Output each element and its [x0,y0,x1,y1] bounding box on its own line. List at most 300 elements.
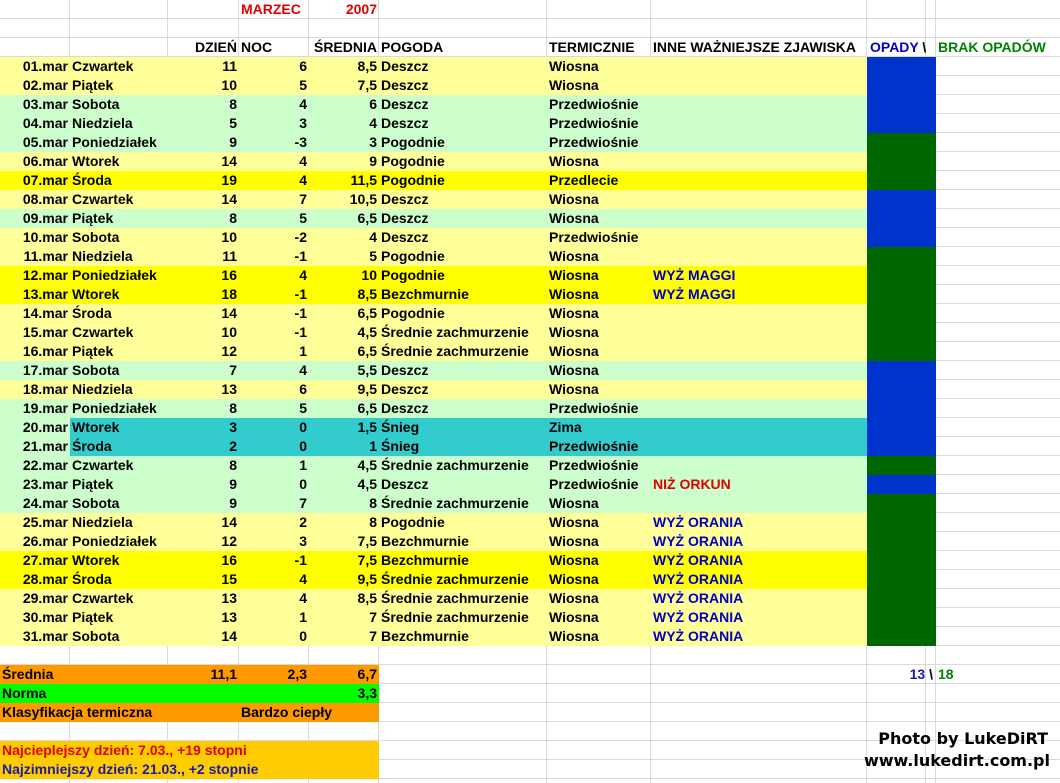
precip-cell-dry[interactable] [867,285,936,304]
row-pogoda[interactable]: Deszcz [381,96,429,112]
row-event[interactable] [651,190,867,209]
row-pogoda[interactable]: Średnie zachmurzenie [381,495,529,511]
row-dzien[interactable]: 14 [221,514,237,530]
row-pogoda[interactable]: Bezchmurnie [381,286,469,302]
row-date[interactable]: 25.mar [22,514,68,530]
row-pogoda[interactable]: Średnie zachmurzenie [381,590,529,606]
row-dzien[interactable]: 9 [229,495,237,511]
precip-cell-dry[interactable] [867,589,936,608]
row-termicznie[interactable]: Przedwiośnie [549,457,639,473]
row-srednia[interactable]: 9 [369,153,377,169]
row-noc[interactable]: 4 [299,172,307,188]
row-date[interactable]: 24.mar [22,495,68,511]
row-srednia[interactable]: 7 [369,609,377,625]
row-day[interactable]: Sobota [72,628,120,644]
col-header-zjawiska[interactable]: INNE WAŻNIEJSZE ZJAWISKA [653,39,857,55]
row-pogoda[interactable]: Średnie zachmurzenie [381,571,529,587]
row-date[interactable]: 02.mar [22,77,68,93]
norma-label[interactable]: Norma [2,685,47,701]
row-day[interactable]: Wtorek [72,552,120,568]
row-event[interactable]: WYŻ ORANIA [653,609,744,625]
precip-cell-rain[interactable] [867,418,936,437]
precip-cell-rain[interactable] [867,57,936,76]
row-day[interactable]: Czwartek [72,590,134,606]
row-noc[interactable]: 4 [299,571,307,587]
precip-cell-dry[interactable] [867,304,936,323]
row-pogoda[interactable]: Deszcz [381,191,429,207]
row-srednia[interactable]: 4,5 [357,476,377,492]
col-header-opady[interactable] [867,38,936,57]
norma-value[interactable]: 3,3 [357,685,377,701]
row-day[interactable]: Czwartek [72,58,134,74]
row-srednia[interactable]: 6,5 [357,210,377,226]
row-date[interactable]: 13.mar [22,286,68,302]
row-date[interactable]: 09.mar [22,210,68,226]
row-dzien[interactable]: 14 [221,191,237,207]
row-event[interactable]: WYŻ ORANIA [653,514,744,530]
row-noc[interactable]: 3 [299,533,307,549]
row-day[interactable]: Poniedziałek [72,134,157,150]
row-date[interactable]: 17.mar [22,362,68,378]
row-srednia[interactable]: 3 [369,134,377,150]
row-event[interactable] [651,456,867,475]
summary-brak-count[interactable]: 18 [938,666,954,682]
row-srednia[interactable]: 1,5 [357,419,377,435]
row-srednia[interactable]: 8 [369,514,377,530]
row-event[interactable] [651,133,867,152]
row-noc[interactable]: -1 [294,248,307,264]
precip-cell-dry[interactable] [867,513,936,532]
row-day[interactable]: Wtorek [72,153,120,169]
row-termicznie[interactable]: Zima [549,419,582,435]
row-pogoda[interactable]: Pogodnie [381,172,445,188]
col-header-termicznie[interactable]: TERMICZNIE [549,39,635,55]
row-date[interactable]: 27.mar [22,552,68,568]
row-pogoda[interactable]: Deszcz [381,210,429,226]
row-day[interactable]: Piątek [72,77,114,93]
row-termicznie[interactable]: Przedwiośnie [549,476,639,492]
row-pogoda[interactable]: Pogodnie [381,514,445,530]
precip-cell-dry[interactable] [867,627,936,646]
row-pogoda[interactable]: Deszcz [381,381,429,397]
row-date[interactable]: 19.mar [22,400,68,416]
row-day[interactable]: Czwartek [72,324,134,340]
precip-cell-dry[interactable] [867,266,936,285]
precip-cell-rain[interactable] [867,114,936,133]
row-termicznie[interactable]: Wiosna [549,210,599,226]
summary-avg-noc[interactable]: 2,3 [287,666,307,682]
row-srednia[interactable]: 1 [369,438,377,454]
row-noc[interactable]: 6 [299,381,307,397]
row-day[interactable]: Wtorek [72,286,120,302]
row-pogoda[interactable]: Śnieg [381,438,420,454]
row-srednia[interactable]: 6 [369,96,377,112]
row-event[interactable] [651,304,867,323]
row-srednia[interactable]: 8,5 [357,590,377,606]
precip-cell-dry[interactable] [867,323,936,342]
row-date[interactable]: 29.mar [22,590,68,606]
row-termicznie[interactable]: Przedwiośnie [549,400,639,416]
row-noc[interactable]: 7 [299,191,307,207]
row-noc[interactable]: -1 [294,552,307,568]
row-noc[interactable]: 4 [299,153,307,169]
row-date[interactable]: 16.mar [22,343,68,359]
row-event[interactable] [651,361,867,380]
row-day[interactable]: Piątek [72,609,114,625]
row-date[interactable]: 07.mar [22,172,68,188]
row-termicznie[interactable]: Wiosna [549,267,599,283]
row-date[interactable]: 23.mar [22,476,68,492]
precip-cell-dry[interactable] [867,608,936,627]
row-srednia[interactable]: 5,5 [357,362,377,378]
row-pogoda[interactable]: Średnie zachmurzenie [381,343,529,359]
row-termicznie[interactable]: Przedwiośnie [549,96,639,112]
row-event[interactable] [651,228,867,247]
row-event[interactable]: WYŻ ORANIA [653,552,744,568]
row-noc[interactable]: 0 [299,628,307,644]
month-title[interactable]: MARZEC [241,1,301,17]
precip-cell-dry[interactable] [867,494,936,513]
row-termicznie[interactable]: Wiosna [549,362,599,378]
row-date[interactable]: 22.mar [22,457,68,473]
row-date[interactable]: 21.mar [22,438,68,454]
row-noc[interactable]: -1 [294,305,307,321]
row-date[interactable]: 28.mar [22,571,68,587]
row-termicznie[interactable]: Wiosna [549,343,599,359]
row-pogoda[interactable]: Deszcz [381,229,429,245]
row-dzien[interactable]: 8 [229,400,237,416]
row-srednia[interactable]: 8 [369,495,377,511]
precip-cell-dry[interactable] [867,570,936,589]
precip-cell-dry[interactable] [867,342,936,361]
row-day[interactable]: Poniedziałek [72,267,157,283]
row-dzien[interactable]: 3 [229,419,237,435]
row-termicznie[interactable]: Wiosna [549,628,599,644]
row-dzien[interactable]: 14 [221,628,237,644]
row-dzien[interactable]: 18 [221,286,237,302]
row-noc[interactable]: 4 [299,590,307,606]
row-dzien[interactable]: 12 [221,343,237,359]
row-pogoda[interactable]: Bezchmurnie [381,628,469,644]
row-event[interactable]: WYŻ ORANIA [653,628,744,644]
row-event[interactable] [651,114,867,133]
row-noc[interactable]: -2 [294,229,307,245]
row-noc[interactable]: -1 [294,286,307,302]
row-termicznie[interactable]: Wiosna [549,552,599,568]
row-srednia[interactable]: 4 [369,115,377,131]
row-dzien[interactable]: 8 [229,457,237,473]
row-pogoda[interactable]: Średnie zachmurzenie [381,609,529,625]
row-day[interactable]: Piątek [72,343,114,359]
row-event[interactable] [651,152,867,171]
row-date[interactable]: 18.mar [22,381,68,397]
klasyfikacja-label[interactable]: Klasyfikacja termiczna [2,704,153,720]
row-date[interactable]: 20.mar [22,419,68,435]
row-srednia[interactable]: 4,5 [357,457,377,473]
row-day[interactable]: Sobota [72,96,120,112]
row-termicznie[interactable]: Przedwiośnie [549,438,639,454]
row-pogoda[interactable]: Pogodnie [381,134,445,150]
row-pogoda[interactable]: Pogodnie [381,305,445,321]
precip-cell-dry[interactable] [867,171,936,190]
row-pogoda[interactable]: Deszcz [381,115,429,131]
row-day[interactable]: Środa [72,438,112,454]
row-termicznie[interactable]: Wiosna [549,495,599,511]
note-coldest[interactable]: Najzimniejszy dzień: 21.03., +2 stopnie [2,761,259,777]
row-event[interactable] [651,494,867,513]
row-noc[interactable]: 0 [299,476,307,492]
klasyfikacja-value[interactable]: Bardzo ciepły [241,704,333,720]
row-noc[interactable]: 4 [299,96,307,112]
row-pogoda[interactable]: Deszcz [381,400,429,416]
row-dzien[interactable]: 5 [229,115,237,131]
row-noc[interactable]: 3 [299,115,307,131]
row-dzien[interactable]: 8 [229,96,237,112]
summary-avg-srednia[interactable]: 6,7 [357,666,377,682]
row-date[interactable]: 12.mar [22,267,68,283]
row-srednia[interactable]: 4 [369,229,377,245]
row-day[interactable]: Niedziela [72,248,133,264]
col-header-noc[interactable]: NOC [241,39,273,55]
row-noc[interactable]: -3 [294,134,307,150]
row-termicznie[interactable]: Wiosna [549,590,599,606]
row-dzien[interactable]: 10 [221,229,237,245]
precip-cell-dry[interactable] [867,152,936,171]
row-termicznie[interactable]: Wiosna [549,571,599,587]
row-srednia[interactable]: 11,5 [350,172,377,188]
row-day[interactable]: Sobota [72,495,120,511]
row-event[interactable] [651,380,867,399]
row-day[interactable]: Środa [72,571,112,587]
row-date[interactable]: 06.mar [22,153,68,169]
row-noc[interactable]: 5 [299,400,307,416]
row-termicznie[interactable]: Wiosna [549,514,599,530]
row-termicznie[interactable]: Przedwiośnie [549,229,639,245]
row-srednia[interactable]: 7,5 [357,552,377,568]
precip-cell-rain[interactable] [867,228,936,247]
row-termicznie[interactable]: Przedwiośnie [549,115,639,131]
row-termicznie[interactable]: Wiosna [549,533,599,549]
row-date[interactable]: 04.mar [22,115,68,131]
row-date[interactable]: 30.mar [22,609,68,625]
precip-cell-rain[interactable] [867,399,936,418]
row-srednia[interactable]: 5 [369,248,377,264]
row-termicznie[interactable]: Wiosna [549,609,599,625]
note-warmest[interactable]: Najcieplejszy dzień: 7.03., +19 stopni [2,742,247,758]
row-noc[interactable]: 0 [299,419,307,435]
row-day[interactable]: Sobota [72,229,120,245]
row-termicznie[interactable]: Wiosna [549,58,599,74]
row-pogoda[interactable]: Deszcz [381,476,429,492]
row-dzien[interactable]: 11 [222,58,237,74]
row-day[interactable]: Środa [72,305,112,321]
row-termicznie[interactable]: Wiosna [549,381,599,397]
row-srednia[interactable]: 10,5 [349,191,377,207]
row-noc[interactable]: 1 [299,343,307,359]
row-dzien[interactable]: 11 [222,248,237,264]
row-event[interactable] [651,76,867,95]
row-date[interactable]: 15.mar [22,324,68,340]
row-dzien[interactable]: 19 [221,172,237,188]
row-dzien[interactable]: 9 [229,476,237,492]
row-day[interactable]: Poniedziałek [72,400,157,416]
row-srednia[interactable]: 6,5 [357,400,377,416]
precip-cell-rain[interactable] [867,361,936,380]
row-day[interactable]: Wtorek [72,419,120,435]
row-day[interactable]: Niedziela [72,115,133,131]
row-dzien[interactable]: 9 [229,134,237,150]
precip-cell-rain[interactable] [867,76,936,95]
precip-cell-dry[interactable] [867,532,936,551]
row-termicznie[interactable]: Przedwiośnie [549,134,639,150]
col-header-srednia[interactable]: ŚREDNIA [313,39,377,55]
row-date[interactable]: 11.mar [23,248,68,264]
row-event[interactable] [651,342,867,361]
row-dzien[interactable]: 8 [229,210,237,226]
row-termicznie[interactable]: Wiosna [549,324,599,340]
precip-cell-rain[interactable] [867,95,936,114]
row-dzien[interactable]: 13 [221,590,237,606]
row-event[interactable] [651,437,867,456]
summary-avg-dzien[interactable]: 11,1 [210,666,237,682]
row-noc[interactable]: 1 [299,609,307,625]
row-termicznie[interactable]: Wiosna [549,191,599,207]
row-date[interactable]: 10.mar [22,229,68,245]
precip-cell-dry[interactable] [867,133,936,152]
row-event[interactable]: NIŻ ORKUN [653,476,731,492]
row-date[interactable]: 31.mar [22,628,68,644]
row-srednia[interactable]: 10 [361,267,377,283]
row-event[interactable] [651,209,867,228]
row-termicznie[interactable]: Wiosna [549,248,599,264]
row-dzien[interactable]: 16 [221,552,237,568]
row-pogoda[interactable]: Deszcz [381,58,429,74]
summary-avg-label[interactable]: Średnia [2,666,54,682]
row-event[interactable] [651,57,867,76]
row-srednia[interactable]: 6,5 [357,343,377,359]
row-pogoda[interactable]: Pogodnie [381,267,445,283]
row-day[interactable]: Środa [72,172,112,188]
row-date[interactable]: 14.mar [22,305,68,321]
row-termicznie[interactable]: Wiosna [549,305,599,321]
row-event[interactable]: WYŻ ORANIA [653,533,744,549]
precip-cell-rain[interactable] [867,437,936,456]
row-srednia[interactable]: 4,5 [357,324,377,340]
row-noc[interactable]: 5 [299,210,307,226]
col-header-brak-opadow[interactable]: BRAK OPADÓW [938,39,1046,55]
row-event[interactable] [651,171,867,190]
row-pogoda[interactable]: Deszcz [381,77,429,93]
row-pogoda[interactable]: Pogodnie [381,153,445,169]
row-event[interactable]: WYŻ ORANIA [653,571,744,587]
row-pogoda[interactable]: Śnieg [381,419,420,435]
row-event[interactable]: WYŻ ORANIA [653,590,744,606]
row-srednia[interactable]: 6,5 [357,305,377,321]
row-noc[interactable]: 1 [299,457,307,473]
col-header-pogoda[interactable]: POGODA [381,39,444,55]
row-day[interactable]: Poniedziałek [72,533,157,549]
row-dzien[interactable]: 10 [221,77,237,93]
row-day[interactable]: Czwartek [72,457,134,473]
row-date[interactable]: 01.mar [22,58,68,74]
row-event[interactable] [651,247,867,266]
row-event[interactable] [651,323,867,342]
row-srednia[interactable]: 7,5 [357,77,377,93]
precip-cell-rain[interactable] [867,380,936,399]
row-day[interactable]: Czwartek [72,191,134,207]
row-event[interactable] [651,399,867,418]
precip-cell-dry[interactable] [867,551,936,570]
row-day[interactable]: Piątek [72,476,114,492]
col-header-dzien[interactable]: DZIEŃ [195,39,237,55]
row-dzien[interactable]: 12 [221,533,237,549]
row-srednia[interactable]: 8,5 [357,58,377,74]
row-dzien[interactable]: 15 [221,571,237,587]
row-termicznie[interactable]: Przedlecie [549,172,619,188]
row-srednia[interactable]: 9,5 [357,381,377,397]
row-noc[interactable]: 4 [299,362,307,378]
row-pogoda[interactable]: Średnie zachmurzenie [381,457,529,473]
row-event[interactable]: WYŻ MAGGI [653,286,736,302]
row-dzien[interactable]: 14 [221,153,237,169]
row-event[interactable]: WYŻ MAGGI [653,267,736,283]
row-pogoda[interactable]: Bezchmurnie [381,552,469,568]
row-pogoda[interactable]: Deszcz [381,362,429,378]
row-date[interactable]: 08.mar [22,191,68,207]
precip-cell-dry[interactable] [867,247,936,266]
row-date[interactable]: 26.mar [22,533,68,549]
row-srednia[interactable]: 7,5 [357,533,377,549]
row-dzien[interactable]: 7 [229,362,237,378]
row-day[interactable]: Niedziela [72,381,133,397]
row-date[interactable]: 05.mar [22,134,68,150]
row-pogoda[interactable]: Bezchmurnie [381,533,469,549]
row-srednia[interactable]: 7 [369,628,377,644]
row-date[interactable]: 03.mar [22,96,68,112]
row-event[interactable] [651,95,867,114]
row-dzien[interactable]: 13 [221,609,237,625]
row-termicznie[interactable]: Wiosna [549,153,599,169]
row-dzien[interactable]: 14 [221,305,237,321]
row-srednia[interactable]: 9,5 [357,571,377,587]
row-noc[interactable]: 0 [299,438,307,454]
row-noc[interactable]: 5 [299,77,307,93]
row-termicznie[interactable]: Wiosna [549,77,599,93]
precip-cell-rain[interactable] [867,209,936,228]
row-event[interactable] [651,418,867,437]
row-day[interactable]: Piątek [72,210,114,226]
row-noc[interactable]: -1 [294,324,307,340]
row-noc[interactable]: 2 [299,514,307,530]
row-dzien[interactable]: 2 [229,438,237,454]
row-srednia[interactable]: 8,5 [357,286,377,302]
row-dzien[interactable]: 10 [221,324,237,340]
row-day[interactable]: Sobota [72,362,120,378]
row-pogoda[interactable]: Średnie zachmurzenie [381,324,529,340]
row-noc[interactable]: 6 [299,58,307,74]
row-pogoda[interactable]: Pogodnie [381,248,445,264]
precip-cell-rain[interactable] [867,190,936,209]
year-title[interactable]: 2007 [345,1,377,17]
row-dzien[interactable]: 16 [221,267,237,283]
row-noc[interactable]: 7 [299,495,307,511]
row-dzien[interactable]: 13 [221,381,237,397]
precip-cell-dry[interactable] [867,456,936,475]
row-day[interactable]: Niedziela [72,514,133,530]
precip-cell-rain[interactable] [867,475,936,494]
row-termicznie[interactable]: Wiosna [549,286,599,302]
row-noc[interactable]: 4 [299,267,307,283]
